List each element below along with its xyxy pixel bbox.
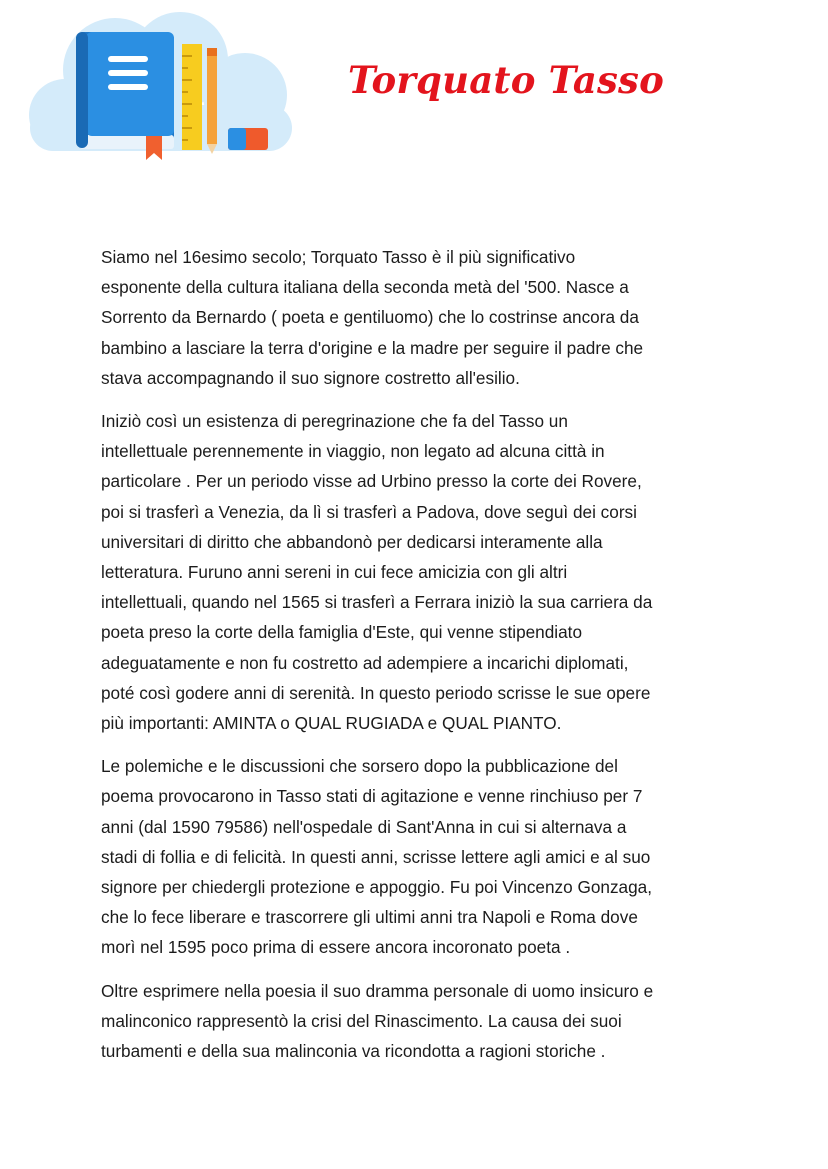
paragraph-3 (101, 751, 741, 962)
text-line: signore per chiedergli protezione e appoggio. Fu poi Vincenzo Gonzaga, (101, 877, 653, 898)
text-line: particolare . Per un periodo visse ad Urbino presso la corte dei Rovere, (101, 471, 642, 492)
text-line: intellettuali, quando nel 1565 si trasferì a Ferrara iniziò la sua carriera da (101, 592, 653, 613)
paragraph-1 (101, 242, 741, 393)
text-line: malinconico rappresentò la crisi del Rinascimento. La causa dei suoi (101, 1010, 622, 1031)
text-line: esponente della cultura italiana della seconda metà del '500. Nasce a (101, 277, 629, 298)
text-line: Sorrento da Bernardo ( poeta e gentiluomo) che lo costrinse ancora da (101, 307, 639, 328)
text-line: letteratura. Furuno anni sereni in cui fece amicizia con gli altri (101, 562, 568, 583)
text-line: poté così godere anni di serenità. In questo periodo scrisse le sue opere (101, 682, 651, 703)
bookmark-icon (146, 136, 162, 160)
text-line: adeguatamente e non fu costretto ad adempiere a incarichi diplomati, (101, 652, 629, 673)
text-line: poi si trasferì a Venezia, da lì si trasferì a Padova, dove seguì dei corsi (101, 501, 637, 522)
pencil-icon (207, 48, 217, 154)
text-line: stadi di follia e di felicità. In questi anni, scrisse lettere agli amici e al suo (101, 846, 651, 867)
text-line: Le polemiche e le discussioni che sorsero dopo la pubblicazione del (101, 756, 618, 777)
text-line: poeta preso la corte della famiglia d'Este, qui venne stipendiato (101, 622, 583, 643)
text-line: morì nel 1595 poco prima di essere ancora incoronato poeta . (101, 937, 571, 958)
eraser-icon (228, 128, 268, 150)
text-line: universitari di diritto che abbandonò per dedicarsi interamente alla (101, 531, 603, 552)
text-line: poema provocarono in Tasso stati di agitazione e venne rinchiuso per 7 (101, 786, 643, 807)
book-icon (76, 32, 174, 160)
text-line: bambino a lasciare la terra d'origine e la madre per seguire il padre che (101, 337, 644, 358)
text-line: intellettuale perennemente in viaggio, non legato ad alcuna città in (101, 441, 605, 462)
text-line: Siamo nel 16esimo secolo; Torquato Tasso è il più significativo (101, 247, 576, 267)
text-line: che lo fece liberare e trascorrere gli ultimi anni tra Napoli e Roma dove (101, 907, 638, 928)
text-line: più importanti: AMINTA o QUAL RUGIADA e QUAL PIANTO. (101, 713, 562, 734)
text-line: Oltre esprimere nella poesia il suo dramma personale di uomo insicuro e (101, 980, 654, 1001)
header-illustration (20, 10, 300, 170)
document-body (101, 242, 741, 1079)
ruler-icon (182, 44, 202, 150)
text-line: turbamenti e della sua malinconia va ricondotta a ragioni storiche . (101, 1041, 606, 1062)
text-line: stava accompagnando il suo signore costretto all'esilio. (101, 367, 520, 388)
text-line: anni (dal 1590 79586) nell'ospedale di Sant'Anna in cui si alternava a (101, 816, 627, 837)
text-line: Iniziò così un esistenza di peregrinazione che fa del Tasso un (101, 411, 568, 432)
paragraph-2 (101, 406, 741, 738)
page-title: Torquato Tasso (348, 58, 664, 102)
paragraph-4 (101, 976, 741, 1067)
